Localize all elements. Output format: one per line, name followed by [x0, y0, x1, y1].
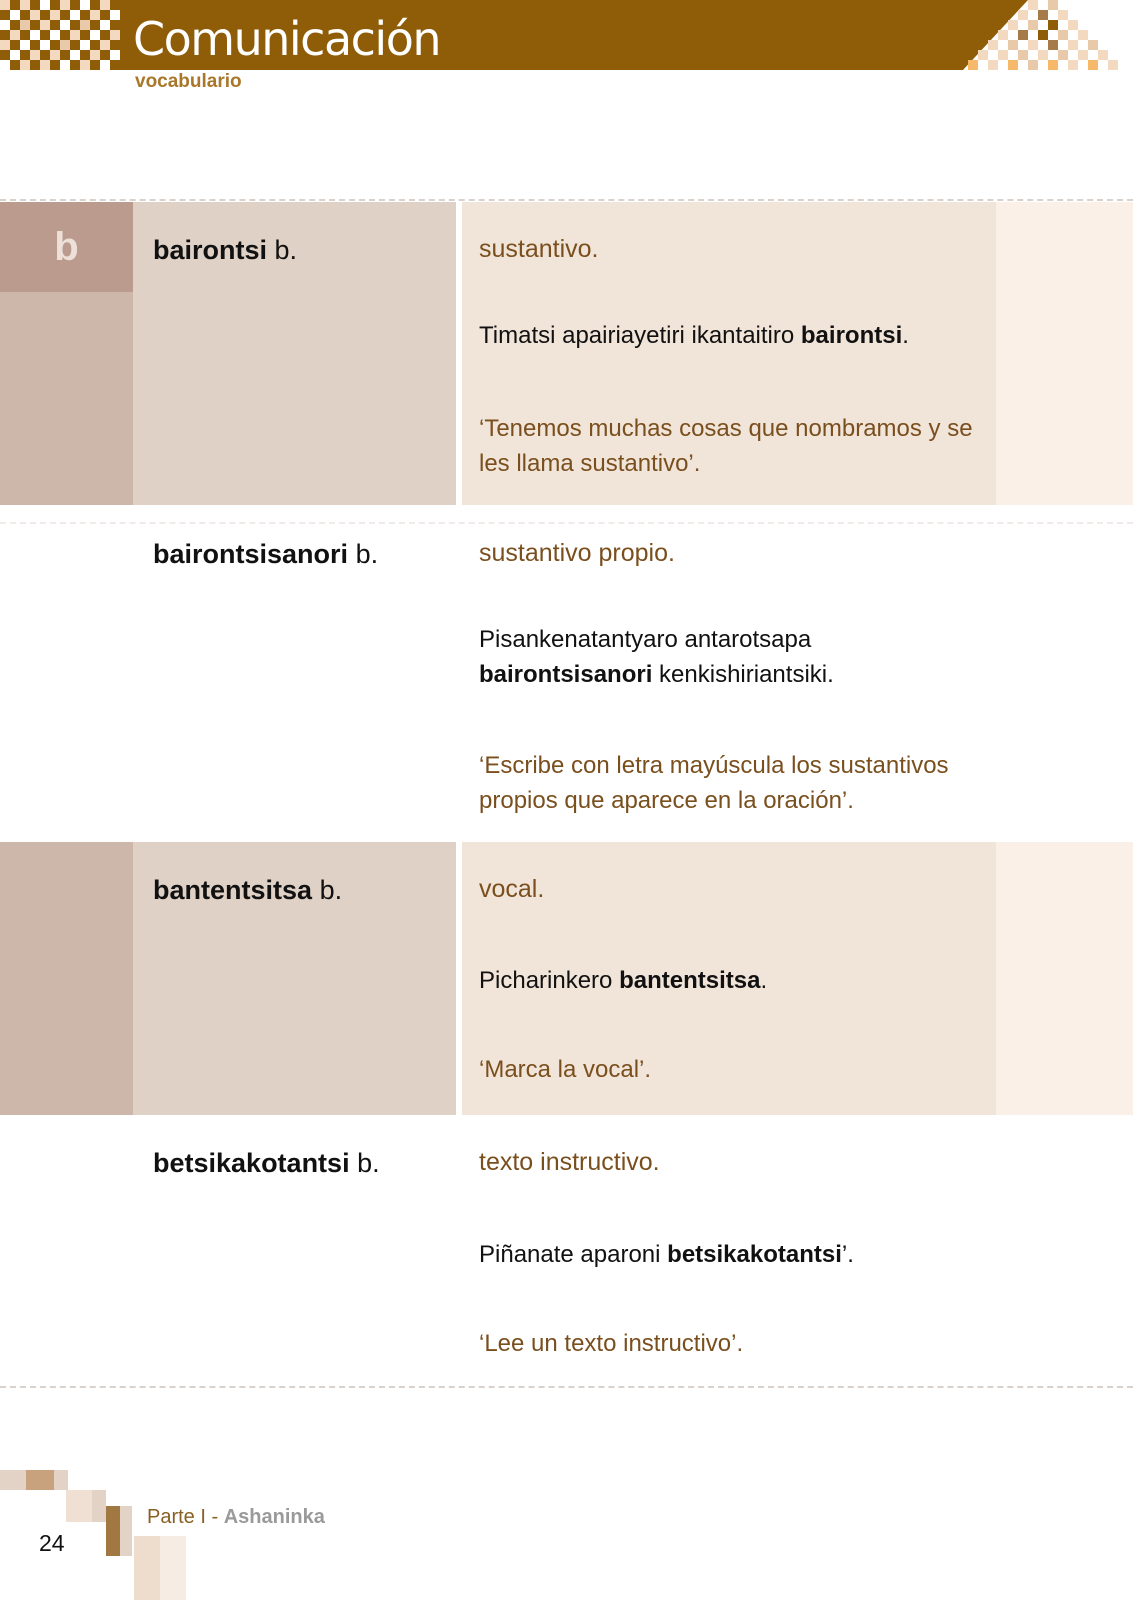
translation: ‘Tenemos muchas cosas que nombramos y se les llama sustantivo’. — [479, 415, 973, 477]
footer-label: Parte I - Ashaninka — [147, 1506, 325, 1528]
entry-side-cell — [996, 202, 1133, 505]
top-divider — [0, 199, 1133, 201]
example-sentence: Picharinkero bantentsitsa. — [479, 967, 768, 994]
entry-row — [0, 202, 1133, 505]
woven-pattern-right-icon — [963, 0, 1133, 70]
page-number: 24 — [39, 1530, 65, 1556]
example-sentence: Piñanate aparoni betsikakotantsi’. — [479, 1241, 854, 1268]
definition: texto instructivo. — [479, 1148, 660, 1176]
bottom-divider — [0, 1386, 1133, 1388]
headword: bairontsisanori b. — [153, 539, 379, 569]
woven-pattern-left-icon — [0, 0, 122, 70]
example-sentence: Timatsi apairiayetiri ikantaitiro bairontsi. — [479, 322, 909, 349]
headword: betsikakotantsi b. — [153, 1148, 380, 1178]
definition: sustantivo. — [479, 235, 599, 263]
headword: bantentsitsa b. — [153, 875, 343, 905]
translation: ‘Lee un texto instructivo’. — [479, 1330, 744, 1357]
entry-row — [0, 1115, 1133, 1385]
woven-pattern-footer-icon — [0, 1470, 190, 1600]
page-title: Comunicación — [133, 12, 441, 66]
definition: vocal. — [479, 875, 545, 903]
example-sentence: Pisankenatantyaro antarotsapa bairontsisanori kenkishiriantsiki. — [479, 626, 834, 688]
page-subtitle: vocabulario — [135, 71, 242, 92]
entry-row — [0, 842, 1133, 1115]
entry-margin — [0, 842, 133, 1115]
section-letter: b — [54, 225, 79, 269]
entry-row — [0, 505, 1133, 842]
definition: sustantivo propio. — [479, 539, 675, 567]
headword: bairontsi b. — [153, 235, 298, 265]
translation: ‘Escribe con letra mayúscula los sustantivos propios que aparece en la oración’. — [479, 752, 949, 814]
entry-side-cell — [996, 842, 1133, 1115]
translation: ‘Marca la vocal’. — [479, 1056, 652, 1083]
